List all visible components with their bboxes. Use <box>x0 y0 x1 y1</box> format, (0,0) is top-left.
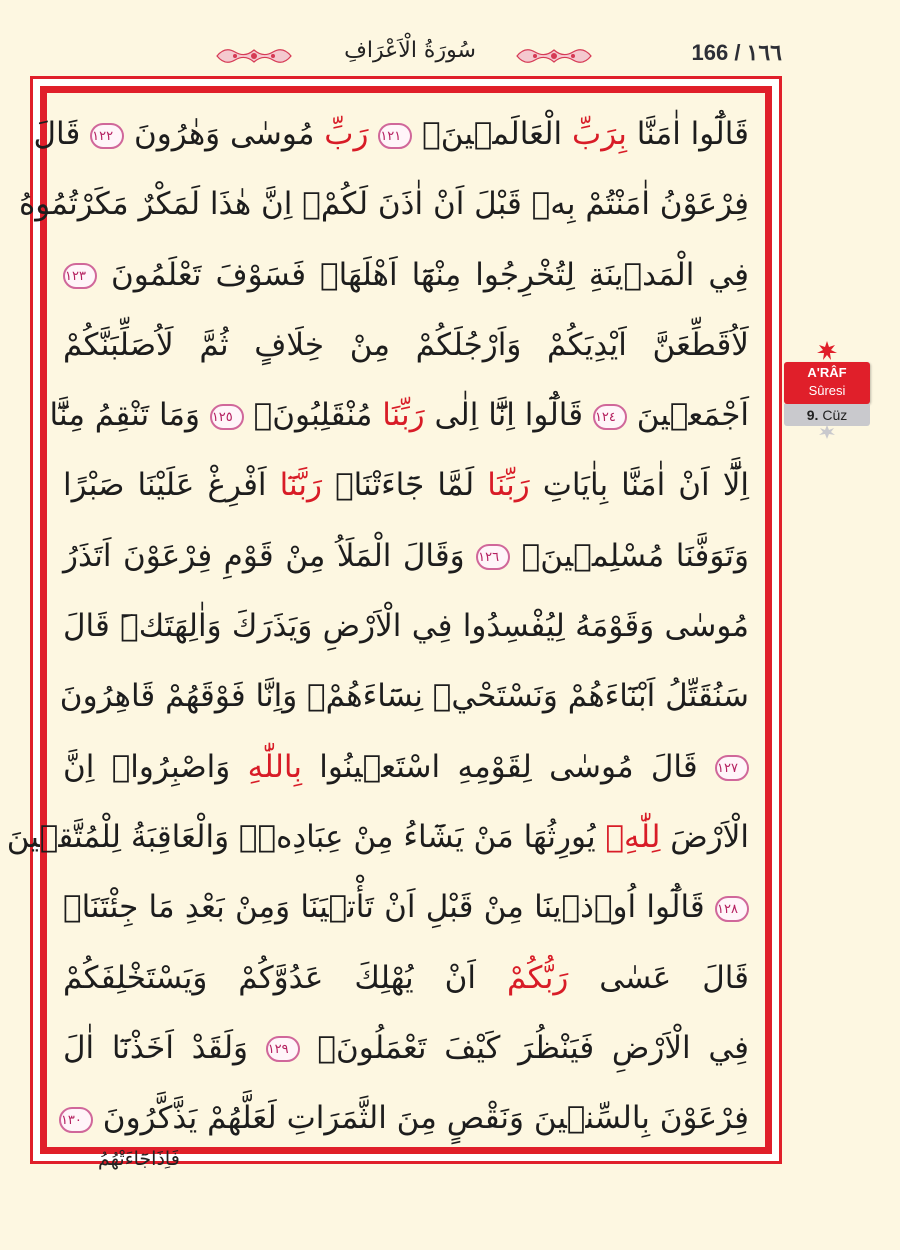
verse-text: اِلَّٓا اَنْ اٰمَنَّا بِاٰيَاتِ <box>529 467 750 504</box>
ornament-right-icon <box>515 44 593 68</box>
verse-text: وَاصْبِرُواۚ اِنَّ <box>63 748 248 785</box>
text-line <box>33 99 749 169</box>
divine-name-text: رَبُّكُمْ <box>506 959 569 996</box>
divine-name-text: بِرَبِّ <box>572 116 627 152</box>
ayah-number-marker: ١٣٠ <box>59 1107 93 1133</box>
quran-text <box>6 99 750 1141</box>
juz-word: Cüz <box>822 407 848 423</box>
ayah-number-marker: ١٢٩ <box>266 1036 300 1062</box>
verse-text: مُوسٰى وَقَوْمَهُ لِيُفْسِدُوا فِي الْاَرْضِ وَيَذَرَكَ وَاٰلِهَتَكَۜ قَالَ <box>63 608 749 645</box>
text-line <box>63 872 749 942</box>
text-line <box>63 1013 749 1083</box>
text-line <box>63 521 749 591</box>
verse-text: لَاُقَطِّعَنَّ اَيْدِيَكُمْ وَاَرْجُلَكُمْ مِنْ خِلَافٍ ثُمَّ لَاُصَلِّبَنَّكُمْ <box>63 326 749 363</box>
verse-text: قَالُٓوا اُو۫ذ۪ينَا مِنْ قَبْلِ اَنْ تَأْت۪يَنَا وَمِنْ بَعْدِ مَا جِئْتَنَاۜ <box>63 889 715 926</box>
text-line <box>59 661 749 731</box>
surah-suffix: Sûresi <box>808 383 846 398</box>
verse-text: وَقَالَ الْمَلَاُ مِنْ قَوْمِ فِرْعَوْنَ اَتَذَرُ <box>63 537 477 574</box>
verse-text: مُنْقَلِبُونَۚ <box>243 397 383 434</box>
surah-tab-label <box>784 362 870 404</box>
divine-name-text: رَبِّنَا <box>382 397 425 434</box>
verse-text <box>368 116 378 152</box>
text-line <box>63 732 749 802</box>
verse-text: مُوسٰى وَهٰرُونَ <box>124 116 325 152</box>
ayah-number-marker: ١٢٦ <box>476 544 510 570</box>
verse-text: قَالَ <box>33 116 91 152</box>
verse-text: قَالُٓوا اِنَّٓا اِلٰى <box>424 397 593 434</box>
verse-text: وَلَقَدْ اَخَذْنَٓا اٰلَ <box>63 1029 266 1066</box>
ayah-number-marker: ١٢٤ <box>593 404 627 430</box>
surah-tab[interactable] <box>784 340 900 440</box>
text-line <box>63 450 749 520</box>
page-number: 166 / ١٦٦ <box>691 40 782 65</box>
verse-text: لَمَّا جَٓاءَتْنَاۜ <box>322 467 488 504</box>
verse-text: فِرْعَوْنُ اٰمَنْتُمْ بِه۪ قَبْلَ اَنْ اٰذَنَ لَكُمْۚ اِنَّ هٰذَا لَمَكْرٌ مَكَرْتُمُوهُ <box>19 186 749 223</box>
verse-text: اَفْرِغْ عَلَيْنَا صَبْرًا <box>63 467 280 504</box>
fleur-icon <box>814 340 840 364</box>
verse-text: الْاَرْضَ <box>660 818 749 855</box>
verse-text: فِرْعَوْنَ بِالسِّن۪ينَ وَنَقْصٍ مِنَ الثَّمَرَاتِ لَعَلَّهُمْ يَذَّكَّرُونَ <box>92 1100 749 1137</box>
catchword: فَاِذَاجَٓاءَتْهُمُ <box>98 1148 180 1170</box>
verse-text: وَمَا تَنْقِمُ مِنَّٓا <box>49 397 210 434</box>
verse-text: فِي الْمَد۪ينَةِ لِتُخْرِجُوا مِنْهَٓا اَهْلَهَاۚ فَسَوْفَ تَعْلَمُونَ <box>97 256 749 293</box>
text-line <box>63 310 749 380</box>
text-frame <box>6 76 782 1164</box>
juz-number: 9. <box>806 407 819 423</box>
divine-name-text: رَبَّنَٓا <box>279 467 322 504</box>
juz-label <box>784 404 870 426</box>
verse-text: سَنُقَتِّلُ اَبْنَٓاءَهُمْ وَنَسْتَحْي۪ نِسَٓاءَهُمْۚ وَاِنَّا فَوْقَهُمْ قَاهِرُونَ <box>59 678 749 715</box>
text-line <box>63 591 749 661</box>
verse-text: قَالَ مُوسٰى لِقَوْمِهِ اسْتَع۪ينُوا <box>301 748 715 785</box>
verse-text: قَالَ عَسٰى <box>568 959 749 996</box>
verse-text: وَتَوَفَّنَا مُسْلِم۪ينَ۟ <box>510 537 749 574</box>
text-line <box>60 1083 749 1153</box>
ayah-number-marker: ١٢٨ <box>715 896 749 922</box>
divine-name-text: لِلّٰهِ <box>605 818 661 855</box>
surah-name: A'RÂF <box>807 365 847 380</box>
text-line <box>19 169 749 239</box>
text-frame-inner <box>6 86 772 1154</box>
ayah-number-marker: ١٢١ <box>378 123 412 149</box>
text-line <box>6 802 749 872</box>
verse-text: اَجْمَع۪ينَ <box>626 397 749 434</box>
verse-text: قَالُٓوا اٰمَنَّا <box>626 116 749 152</box>
surah-title: سُورَةُ الْاَعْرَافِ <box>344 38 476 63</box>
ayah-number-marker: ١٢٢ <box>90 123 124 149</box>
ayah-number-marker: ١٢٣ <box>63 263 97 289</box>
page-header <box>0 0 900 80</box>
verse-text: اَنْ يُهْلِكَ عَدُوَّكُمْ وَيَسْتَخْلِفَكُمْ <box>63 959 507 996</box>
divine-name-text: رَبِّ <box>324 116 369 152</box>
divine-name-text: رَبِّنَا <box>487 467 530 504</box>
verse-text: الْعَالَم۪ينَۙ <box>412 116 573 152</box>
verse-text: ۙ يُورِثُهَا مَنْ يَشَٓاءُ مِنْ عِبَادِه۪ۜ وَالْعَاقِبَةُ لِلْمُتَّق۪ينَ <box>6 818 606 855</box>
text-line <box>63 240 749 310</box>
ayah-number-marker: ١٢٥ <box>210 404 244 430</box>
ornament-left-icon <box>215 44 293 68</box>
verse-text: فِي الْاَرْضِ فَيَنْظُرَ كَيْفَ تَعْمَلُونَ۟ <box>299 1029 749 1066</box>
text-line <box>63 943 749 1013</box>
fleur-bottom-icon <box>817 424 837 440</box>
ayah-number-marker: ١٢٧ <box>715 755 749 781</box>
text-line <box>49 380 749 450</box>
divine-name-text: بِاللّٰهِ <box>247 748 302 785</box>
